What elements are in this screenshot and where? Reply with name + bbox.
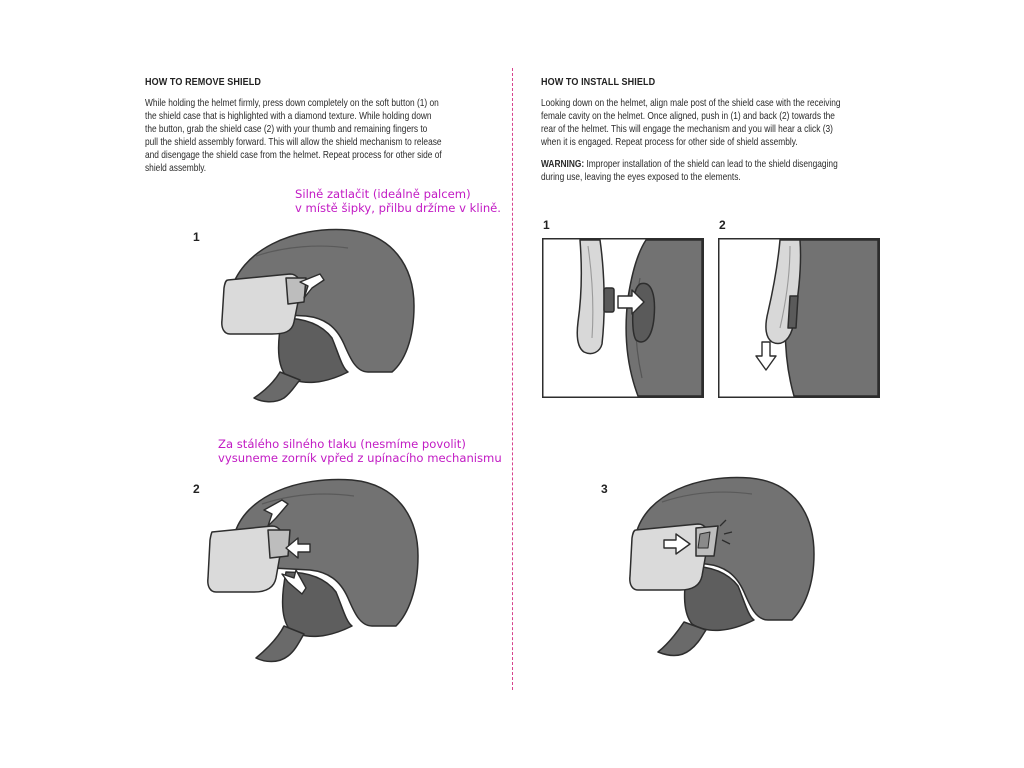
install-step-3-illustration: [618, 474, 820, 670]
install-warning-line: during use, leaving the eyes exposed to the elements.: [541, 172, 741, 183]
diamond-button: [698, 532, 710, 548]
warning-label: WARNING:: [541, 159, 585, 170]
annotation-line: vysuneme zorník vpřed z upínacího mechanismu: [218, 451, 502, 465]
male-post: [604, 288, 614, 312]
female-cavity: [633, 283, 655, 342]
install-step-1-illustration: [542, 238, 704, 398]
install-step-3-number: 3: [601, 482, 608, 496]
install-text-line: Looking down on the helmet, align male post of the shield case with the receiving: [541, 98, 841, 109]
install-text-line: female cavity on the helmet. Once aligned, push in (1) and back (2) towards the: [541, 111, 835, 122]
remove-shield-heading: HOW TO REMOVE SHIELD: [145, 76, 261, 88]
shield-case: [268, 530, 290, 558]
helmet-strap: [256, 626, 304, 662]
install-warning-line: [541, 158, 838, 171]
column-divider: [512, 68, 513, 690]
annotation-line: Za stálého silného tlaku (nesmíme povolit): [218, 437, 466, 451]
annotation-line: Silně zatlačit (ideálně palcem): [295, 187, 471, 201]
remove-step-1-number: 1: [193, 230, 200, 244]
install-step-2-number: 2: [719, 218, 726, 232]
install-shield-heading: HOW TO INSTALL SHIELD: [541, 76, 656, 88]
remove-text-line: the shield case that is highlighted with a diamond texture. While holding down: [145, 111, 432, 122]
warning-text: Improper installation of the shield can lead to the shield disengaging: [584, 159, 838, 170]
male-post-engaged: [788, 296, 798, 328]
remove-text-line: pull the shield assembly forward. This will allow the shield mechanism to release: [145, 137, 442, 148]
remove-step-1-illustration: [208, 222, 426, 420]
install-text-line: rear of the helmet. This will engage the mechanism and you will hear a click (3): [541, 124, 833, 135]
helmet-strap: [658, 622, 706, 656]
remove-step-2-number: 2: [193, 482, 200, 496]
annotation-line: v místě šipky, přilbu držíme v klině.: [295, 201, 501, 215]
remove-step-2-illustration: [206, 474, 428, 678]
install-step-2-illustration: [718, 238, 880, 398]
remove-text-line: While holding the helmet firmly, press down completely on the soft button (1) on: [145, 98, 439, 109]
shield-edge: [577, 240, 604, 354]
install-step-1-number: 1: [543, 218, 550, 232]
remove-text-line: shield assembly.: [145, 163, 207, 174]
helmet-strap: [254, 372, 300, 402]
remove-text-line: and disengage the shield case from the helmet. Repeat process for other side of: [145, 150, 442, 161]
annotation-press: [295, 187, 501, 215]
remove-text-line: the button, grab the shield case (2) with your thumb and remaining fingers to: [145, 124, 428, 135]
annotation-slide: [218, 437, 502, 465]
install-text-line: when it is engaged. Repeat process for other side of shield assembly.: [541, 137, 798, 148]
